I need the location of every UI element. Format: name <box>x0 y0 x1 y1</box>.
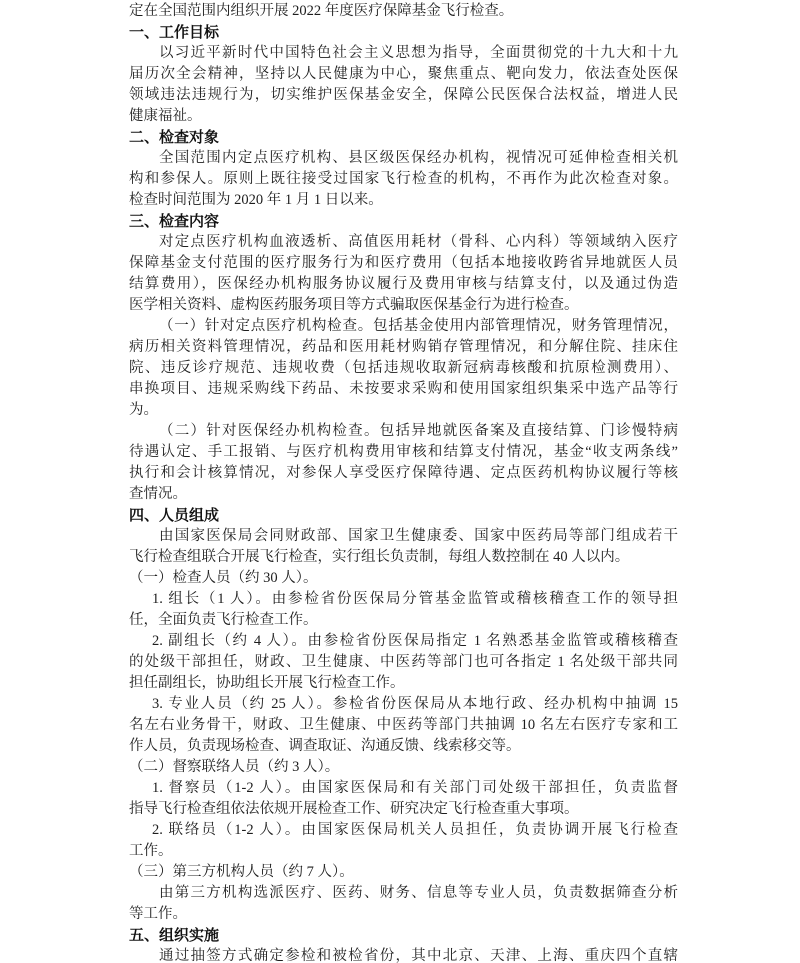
text-line: 对定点医疗机构血液透析、高值医用耗材（骨科、心内科）等领域纳入医疗 <box>159 234 678 250</box>
section-heading: 一、工作目标 <box>129 24 220 41</box>
text-line: 通过抽签方式确定参检和被检省份，其中北京、天津、上海、重庆四个直辖 <box>159 948 678 963</box>
text-line: （一）针对定点医疗机构检查。包括基金使用内部管理情况，财务管理情况， <box>159 318 678 334</box>
text-line: 院、违反诊疗规范、违规收费（包括违规收取新冠病毒核酸和抗原检测费用）、 <box>129 360 678 376</box>
text-line: 由第三方机构选派医疗、医药、财务、信息等专业人员，负责数据筛查分析 <box>159 885 678 901</box>
text-line: 为。 <box>129 402 158 418</box>
text-line: 由国家医保局会同财政部、国家卫生健康委、国家中医药局等部门组成若干 <box>159 528 678 544</box>
text-line: （二）针对医保经办机构检查。包括异地就医备案及直接结算、门诊慢特病 <box>159 423 678 439</box>
text-line: 飞行检查组联合开展飞行检查，实行组长负责制，每组人数控制在 40 人以内。 <box>129 549 630 565</box>
text-line: 指导飞行检查组依法依规开展检查工作、研究决定飞行检查重大事项。 <box>129 801 579 817</box>
text-line: 工作。 <box>129 843 173 859</box>
text-line: 定在全国范围内组织开展 2022 年度医疗保障基金飞行检查。 <box>129 3 514 19</box>
section-heading: 四、人员组成 <box>129 507 220 524</box>
text-line: 结算费用），医保经办机构服务协议履行及费用审核与结算支付，以及通过伪造 <box>129 276 678 292</box>
document-text <box>129 1 678 963</box>
text-line: 2. 联络员（1-2 人）。由国家医保局机关人员担任，负责协调开展飞行检查 <box>152 822 678 838</box>
text-line: 领域违法违规行为，切实维护医保基金安全，保障公民医保合法权益，增进人民 <box>129 87 678 103</box>
text-line: 1. 组长（1 人）。由参检省份医保局分管基金监管或稽核稽查工作的领导担 <box>152 591 678 607</box>
text-line: 2. 副组长（约 4 人）。由参检省份医保局指定 1 名熟悉基金监管或稽核稽查 <box>152 633 678 649</box>
text-line: 任，全面负责飞行检查工作。 <box>129 612 318 628</box>
text-line: （一）检查人员（约 30 人）。 <box>129 570 318 586</box>
text-line: 名左右业务骨干，财政、卫生健康、中医药等部门共抽调 10 名左右医疗专家和工 <box>129 717 678 733</box>
text-line: 执行和会计核算情况，对参保人享受医疗保障待遇、定点医药机构协议履行等核 <box>129 465 678 481</box>
text-line: 全国范围内定点医疗机构、县区级医保经办机构，视情况可延伸检查相关机 <box>159 150 678 166</box>
text-line: 等工作。 <box>129 906 187 922</box>
text-line: 构和参保人。原则上既往接受过国家飞行检查的机构，不再作为此次检查对象。 <box>129 171 678 187</box>
section-heading: 二、检查对象 <box>129 129 220 146</box>
text-line: 担任副组长，协助组长开展飞行检查工作。 <box>129 675 405 691</box>
text-line: 以习近平新时代中国特色社会主义思想为指导，全面贯彻党的十九大和十九 <box>159 45 678 61</box>
text-line: 病历相关资料管理情况，药品和医用耗材购销存管理情况，和分解住院、挂床住 <box>129 339 678 355</box>
text-line: 健康福祉。 <box>129 108 202 124</box>
section-heading: 三、检查内容 <box>129 213 220 230</box>
text-line: （三）第三方机构人员（约 7 人）。 <box>129 864 354 880</box>
text-line: 3. 专业人员（约 25 人）。参检省份医保局从本地行政、经办机构中抽调 15 <box>152 696 678 712</box>
text-line: 检查时间范围为 2020 年 1 月 1 日以来。 <box>129 192 383 208</box>
text-line: 1. 督察员（1-2 人）。由国家医保局和有关部门司处级干部担任，负责监督 <box>152 780 678 796</box>
text-line: 医学相关资料、虚构医药服务项目等方式骗取医保基金行为进行检查。 <box>129 297 579 313</box>
text-line: （二）督察联络人员（约 3 人）。 <box>129 759 340 775</box>
text-line: 待遇认定、手工报销、与医疗机构费用审核和结算支付情况，基金“收支两条线” <box>129 444 678 460</box>
text-line: 保障基金支付范围的医疗服务行为和医疗费用（包括本地接收跨省异地就医人员 <box>129 255 678 271</box>
text-line: 届历次全会精神，坚持以人民健康为中心，聚焦重点、靶向发力，依法查处医保 <box>129 66 678 82</box>
text-line: 查情况。 <box>129 486 187 502</box>
text-line: 串换项目、违规采购线下药品、未按要求采购和使用国家组织集采中选产品等行 <box>129 381 678 397</box>
text-line: 的处级干部担任，财政、卫生健康、中医药等部门也可各指定 1 名处级干部共同 <box>129 654 678 670</box>
text-line: 作人员，负责现场检查、调查取证、沟通反馈、线索移交等。 <box>129 738 521 754</box>
section-heading: 五、组织实施 <box>129 927 220 944</box>
